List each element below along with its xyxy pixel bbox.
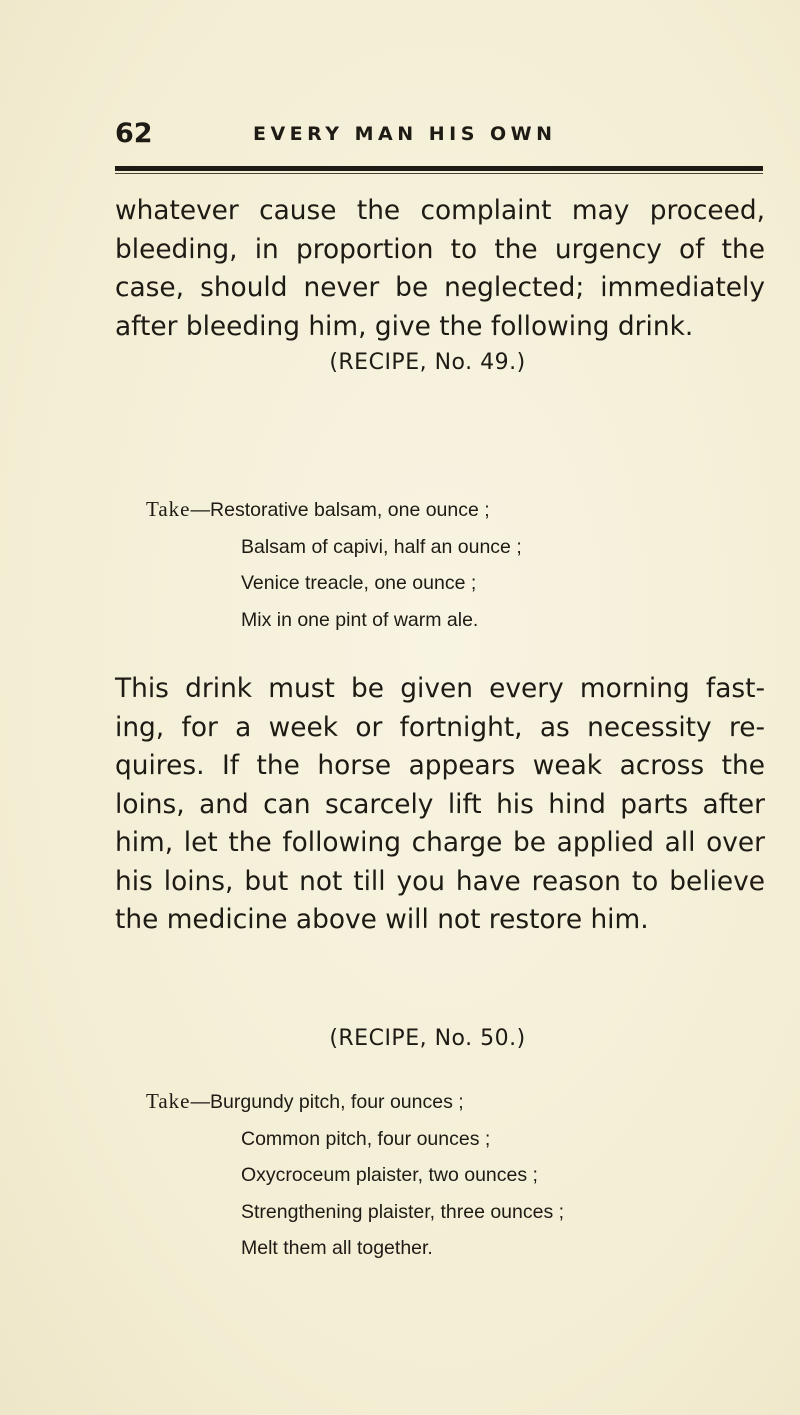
page-number: 62	[115, 118, 153, 149]
page-header	[115, 118, 765, 158]
recipe-49-heading: (RECIPE, No. 49.)	[329, 350, 526, 375]
recipe-first-row	[146, 1083, 564, 1121]
recipe-50-heading: (RECIPE, No. 50.)	[329, 1026, 526, 1051]
paragraph-line: him, let the following charge be applied all over	[115, 827, 765, 858]
running-title: EVERY MAN HIS OWN	[253, 123, 557, 145]
paragraph-line: case, should never be neglected; immediately	[115, 272, 765, 303]
recipe-item: Balsam of capivi, half an ounce ;	[241, 535, 522, 558]
paragraph-line: ing, for a week or fortnight, as necessity re-	[115, 711, 765, 743]
recipe-50-ingredients	[146, 1083, 564, 1267]
paragraph-line: quires. If the horse appears weak across the	[115, 750, 765, 781]
take-word: Take	[146, 1089, 191, 1113]
recipe-first-row	[146, 491, 522, 529]
recipe-49-ingredients	[146, 491, 522, 638]
paragraph-line: This drink must be given every morning fast-	[115, 673, 765, 704]
recipe-item: —Restorative balsam, one ounce ;	[190, 499, 490, 521]
paragraph-line: bleeding, in proportion to the urgency of the	[115, 233, 765, 265]
paragraph-line: the medicine above will not restore him.	[115, 904, 649, 935]
recipe-item: Common pitch, four ounces ;	[241, 1127, 491, 1150]
paragraph-line: after bleeding him, give the following drink.	[115, 310, 694, 342]
recipe-item: Mix in one pint of warm ale.	[241, 608, 479, 631]
take-word: Take	[146, 497, 191, 521]
paragraph-1	[115, 192, 765, 346]
header-rule-thick	[115, 166, 763, 171]
paragraph-line: his loins, but not till you have reason to believe	[115, 865, 765, 897]
paragraph-line: loins, and can scarcely lift his hind parts after	[115, 788, 765, 820]
header-rule-thin	[115, 173, 763, 174]
paragraph-line: whatever cause the complaint may proceed,	[115, 195, 765, 226]
recipe-item: —Burgundy pitch, four ounces ;	[190, 1091, 464, 1113]
recipe-item: Strengthening plaister, three ounces ;	[241, 1200, 565, 1223]
paragraph-2	[115, 670, 765, 940]
recipe-item: Oxycroceum plaister, two ounces ;	[241, 1164, 538, 1186]
recipe-item: Melt them all together.	[241, 1237, 433, 1259]
recipe-item: Venice treacle, one ounce ;	[241, 572, 477, 594]
